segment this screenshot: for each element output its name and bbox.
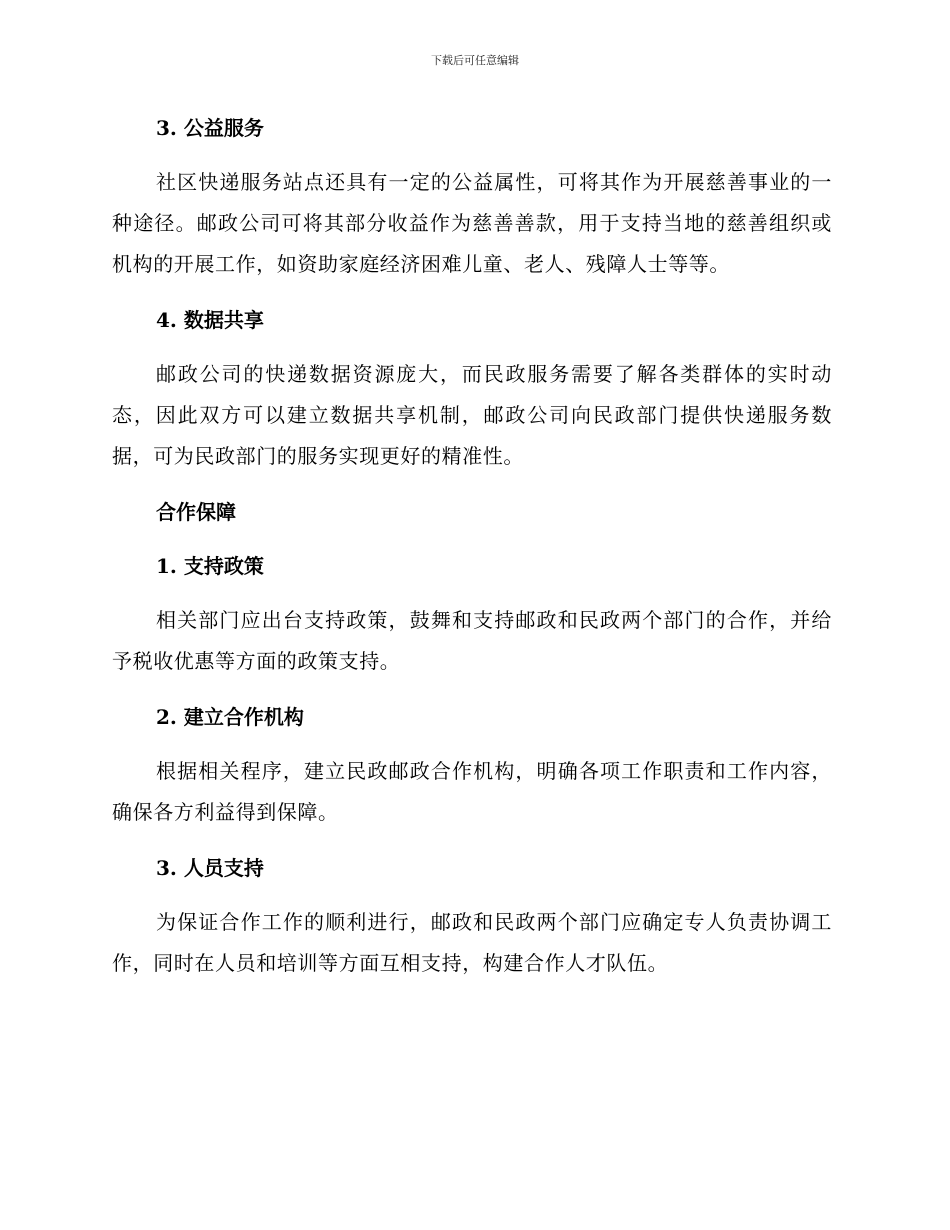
section-heading-cooperation-guarantee: 合作保障 [156, 500, 236, 524]
paragraph-support-policy: 相关部门应出台支持政策，鼓舞和支持邮政和民政两个部门的合作，并给予税收优惠等方面的政策支持。 [112, 608, 832, 673]
section-heading-public-service: 3. 公益服务 [156, 116, 264, 140]
section-heading-data-sharing: 4. 数据共享 [156, 308, 264, 332]
section-heading-personnel-support: 3. 人员支持 [156, 856, 264, 880]
paragraph-public-service: 社区快递服务站点还具有一定的公益属性，可将其作为开展慈善事业的一种途径。邮政公司可将其部分收益作为慈善善款，用于支持当地的慈善组织或机构的开展工作，如资助家庭经济困难儿童、老人、残障人士等等。 [112, 170, 832, 276]
paragraph-cooperation-agency: 根据相关程序，建立民政邮政合作机构，明确各项工作职责和工作内容，确保各方利益得到保障。 [112, 759, 832, 824]
section-heading-cooperation-agency: 2. 建立合作机构 [156, 705, 304, 729]
page-header: 下载后可任意编辑 [431, 54, 519, 67]
section-heading-support-policy: 1. 支持政策 [156, 554, 264, 578]
paragraph-data-sharing: 邮政公司的快递数据资源庞大，而民政服务需要了解各类群体的实时动态，因此双方可以建立数据共享机制，邮政公司向民政部门提供快递服务数据，可为民政部门的服务实现更好的精准性。 [112, 362, 832, 468]
paragraph-personnel-support: 为保证合作工作的顺利进行，邮政和民政两个部门应确定专人负责协调工作，同时在人员和培训等方面互相支持，构建合作人才队伍。 [112, 910, 832, 975]
document-body [112, 108, 832, 984]
